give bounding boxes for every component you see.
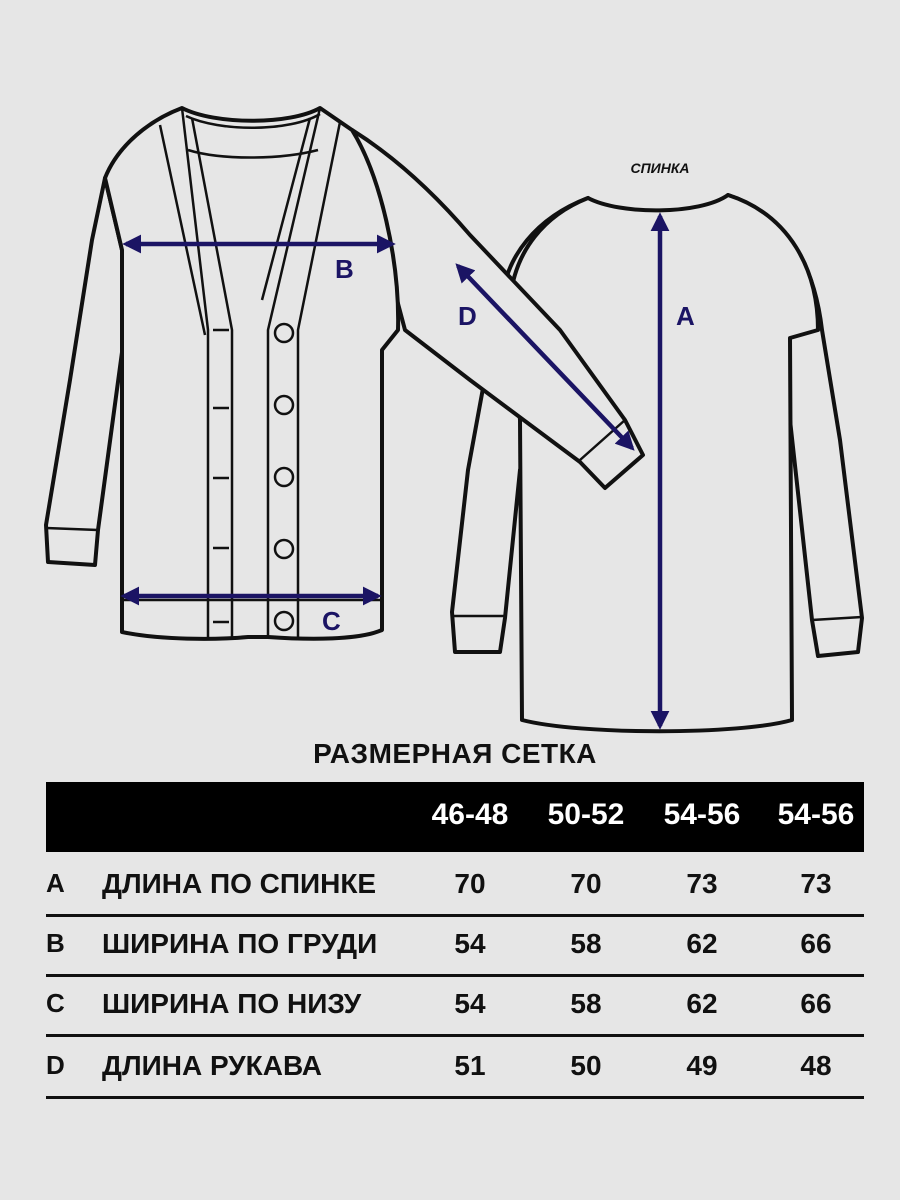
back-label: СПИНКА (630, 160, 690, 176)
row-letter: B (46, 928, 65, 958)
row-letter: A (46, 868, 65, 898)
row-letter: D (46, 1050, 65, 1080)
arrow-a-label: A (676, 301, 695, 331)
back-body (510, 195, 818, 731)
front-left-sleeve (46, 178, 125, 565)
row-value: 54 (454, 928, 486, 959)
row-value: 70 (570, 868, 602, 899)
front-body (105, 108, 398, 639)
table-row (46, 916, 864, 977)
size-table-header (46, 782, 864, 852)
table-row (46, 976, 864, 1037)
size-header: 50-52 (547, 798, 625, 831)
arrow-c-label: C (322, 606, 341, 636)
row-name: ДЛИНА РУКАВА (102, 1050, 323, 1081)
row-value: 48 (800, 1050, 832, 1081)
row-value: 51 (454, 1050, 486, 1081)
back-view (452, 160, 862, 731)
size-header: 54-56 (777, 798, 855, 831)
row-value: 73 (800, 868, 832, 899)
row-value: 50 (570, 1050, 602, 1081)
table-row (46, 1038, 864, 1099)
size-chart-title: РАЗМЕРНАЯ СЕТКА (313, 738, 597, 769)
arrow-b-label: B (335, 254, 354, 284)
row-value: 73 (686, 868, 718, 899)
row-value: 62 (686, 988, 718, 1019)
row-value: 66 (800, 928, 832, 959)
row-value: 58 (570, 988, 602, 1019)
row-name: ШИРИНА ПО НИЗУ (102, 988, 362, 1019)
row-value: 62 (686, 928, 718, 959)
size-header: 46-48 (431, 798, 509, 831)
row-name: ШИРИНА ПО ГРУДИ (102, 928, 378, 959)
size-header: 54-56 (663, 798, 741, 831)
row-value: 54 (454, 988, 486, 1019)
row-letter: C (46, 988, 65, 1018)
row-value: 70 (454, 868, 486, 899)
row-value: 58 (570, 928, 602, 959)
table-row (46, 856, 864, 917)
row-value: 49 (686, 1050, 718, 1081)
arrow-d-label: D (458, 301, 477, 331)
row-value: 66 (800, 988, 832, 1019)
row-name: ДЛИНА ПО СПИНКЕ (102, 868, 377, 899)
